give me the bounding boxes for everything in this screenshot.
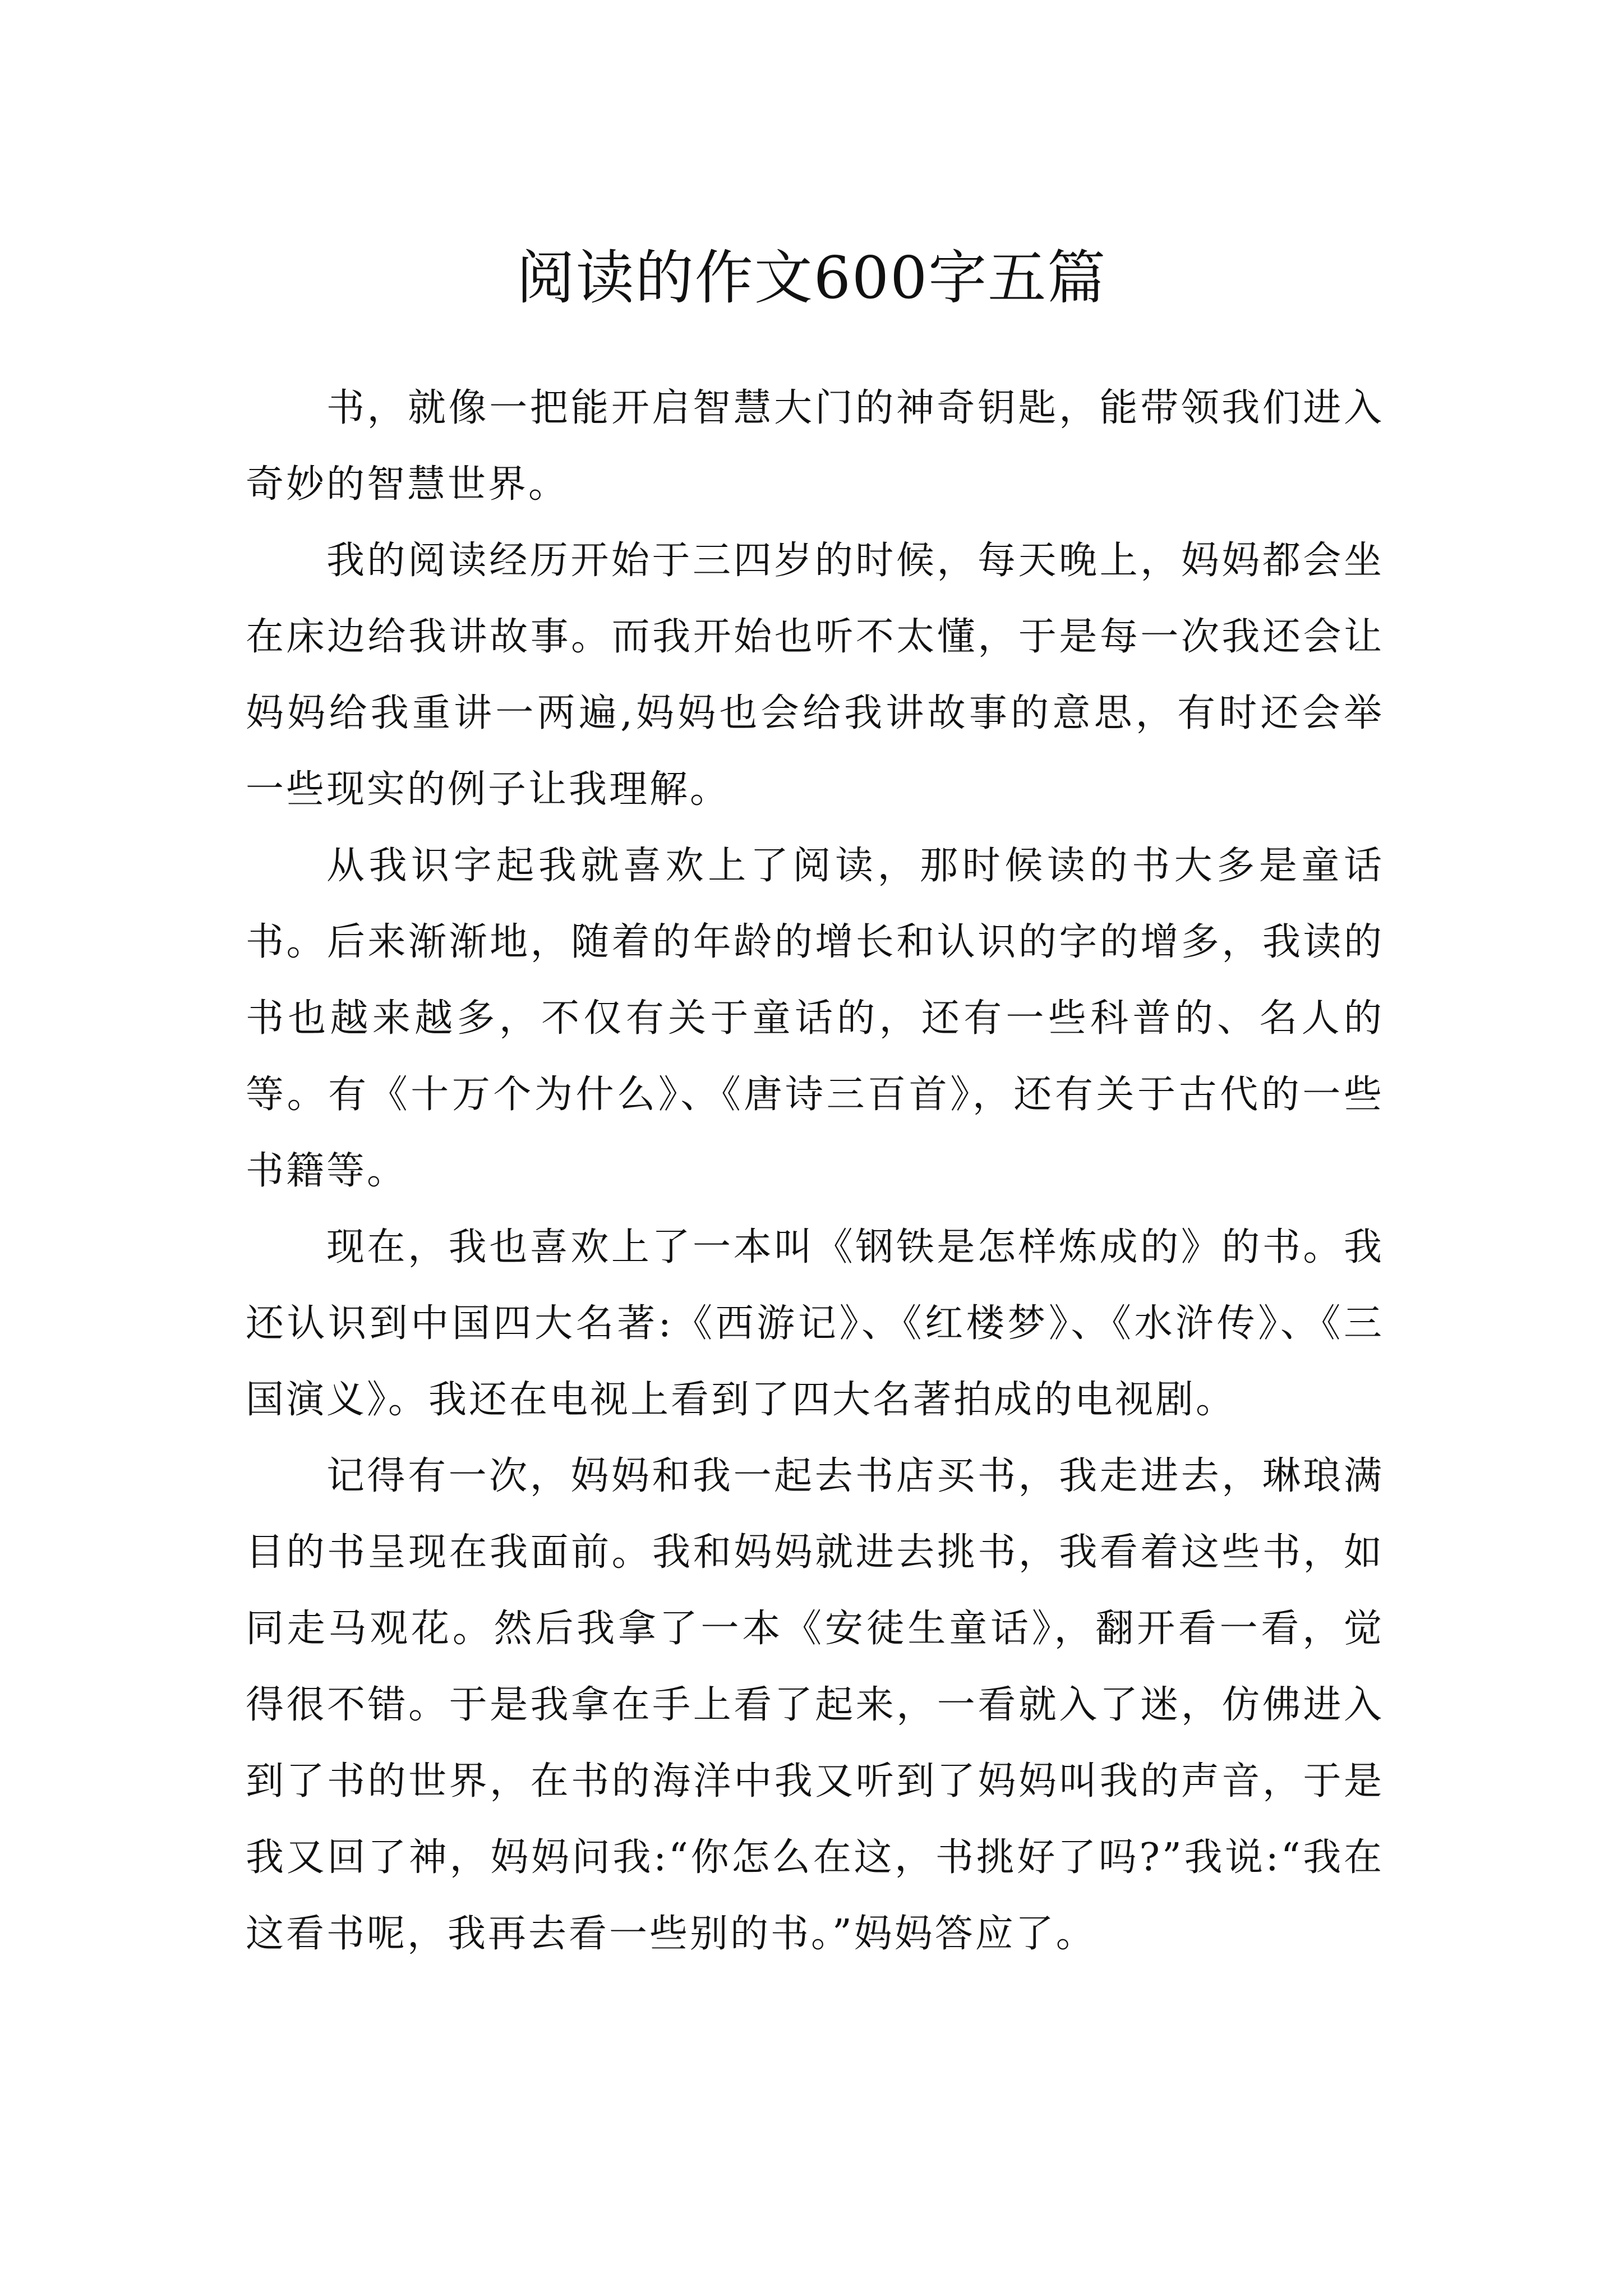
paragraph-4: 现在，我也喜欢上了一本叫《钢铁是怎样炼成的》的书。我还认识到中国四大名著:《西游记》、《红楼梦》、《水浒传》、《三国演义》。我还在电视上看到了四大名著拍成的电视剧。 [246,1225,1384,1422]
paragraph-5: 记得有一次，妈妈和我一起去书店买书，我走进去，琳琅满目的书呈现在我面前。我和妈妈就进去挑书，我看着这些书，如同走马观花。然后我拿了一本《安徒生童话》，翻开看一看，觉得很不错。于是我拿在手上看了起来，一看就入了迷，仿佛进入到了书的世界，在书的海洋中我又听到了妈妈叫我的声音，于是我又回了神，妈妈问我:“你怎么在这，书挑好了吗?”我说:“我在这看书呢，我再去看一些别的书。”妈妈答应了。 [246,1454,1384,1956]
paragraph-2: 我的阅读经历开始于三四岁的时候，每天晚上，妈妈都会坐在床边给我讲故事。而我开始也听不太懂，于是每一次我还会让妈妈给我重讲一两遍,妈妈也会给我讲故事的意思，有时还会举一些现实的例子让我理解。 [246,539,1384,812]
document-body [246,370,1384,1972]
document-title: 阅读的作文600字五篇 [516,243,1107,312]
paragraph-3: 从我识字起我就喜欢上了阅读，那时候读的书大多是童话书。后来渐渐地，随着的年龄的增长和认识的字的增多，我读的书也越来越多，不仅有关于童话的，还有一些科普的、名人的等。有《十万个为什么》、《唐诗三百首》，还有关于古代的一些书籍等。 [246,844,1384,1193]
paragraph-1: 书，就像一把能开启智慧大门的神奇钥匙，能带领我们进入奇妙的智慧世界。 [246,386,1384,507]
